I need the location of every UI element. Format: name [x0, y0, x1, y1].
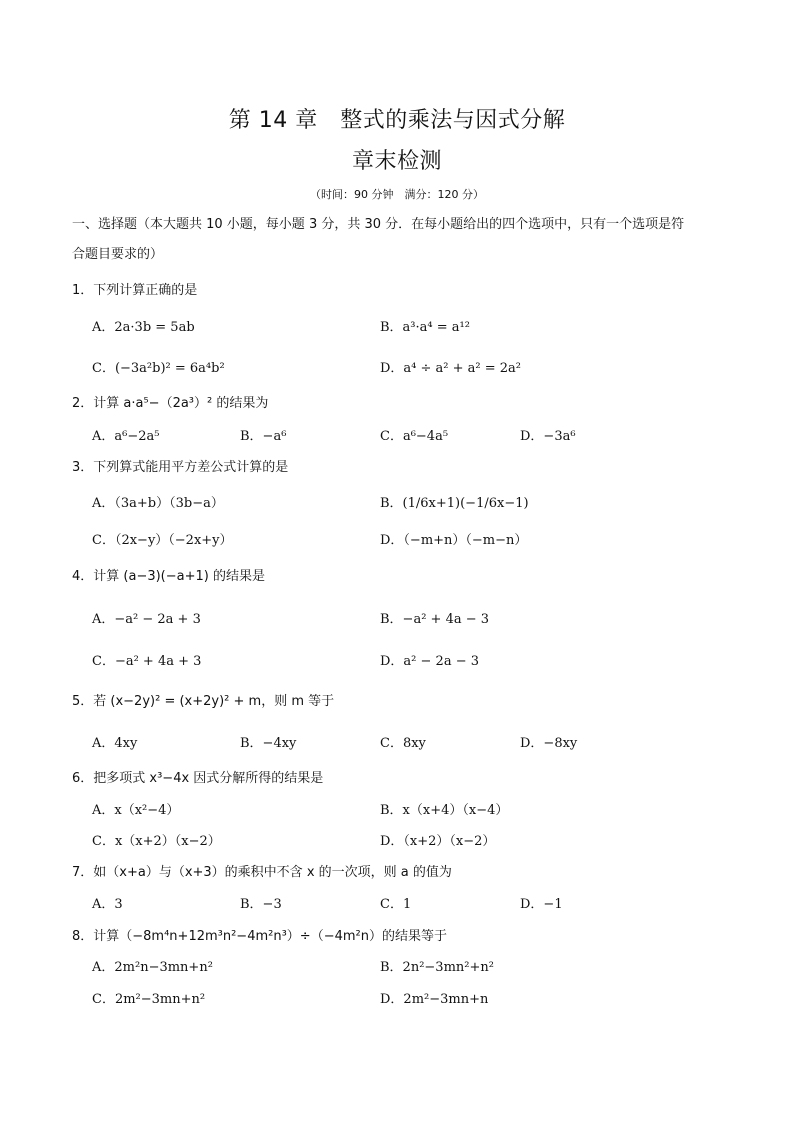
q6-option-b: B．x（x+4）（x−4）: [380, 803, 509, 818]
q3-option-b: B．(1/6x+1)(−1/6x−1): [380, 496, 529, 511]
question-8-stem: 8．计算（−8m⁴n+12m³n²−4m²n³）÷（−4m²n）的结果等于: [72, 929, 447, 944]
q4-option-a: A．−a² − 2a + 3: [92, 612, 201, 627]
question-7-stem: 7．如（x+a）与（x+3）的乘积中不含 x 的一次项，则 a 的值为: [72, 865, 452, 880]
q1-option-d: D．a⁴ ÷ a² + a² = 2a²: [380, 361, 522, 376]
q3-option-d: D．（−m+n）（−m−n）: [380, 533, 528, 548]
question-3-stem: 3．下列算式能用平方差公式计算的是: [72, 460, 289, 475]
q2-option-d: D．−3a⁶: [520, 429, 576, 444]
q8-option-d: D．2m²−3mn+n: [380, 992, 489, 1007]
question-5-stem: 5．若 (x−2y)² = (x+2y)² + m，则 m 等于: [72, 694, 335, 709]
q1-option-b: B．a³·a⁴ = a¹²: [380, 320, 470, 335]
section-heading-line1: 一、选择题（本大题共 10 小题，每小题 3 分，共 30 分．在每小题给出的四个选项中，只有一个选项是符: [72, 217, 685, 232]
q3-option-a: A．（3a+b）（3b−a）: [92, 496, 224, 511]
q5-option-a: A．4xy: [92, 736, 138, 751]
q7-option-a: A．3: [92, 897, 123, 912]
q2-option-b: B．−a⁶: [240, 429, 287, 444]
question-4-stem: 4．计算 (a−3)(−a+1) 的结果是: [72, 569, 265, 584]
section-heading-line2: 合题目要求的）: [72, 247, 164, 262]
q2-option-a: A．a⁶−2a⁵: [92, 429, 160, 444]
q2-option-c: C．a⁶−4a⁵: [380, 429, 449, 444]
q7-option-b: B．−3: [240, 897, 282, 912]
q6-option-d: D．（x+2）（x−2）: [380, 834, 496, 849]
q1-option-c: C．(−3a²b)² = 6a⁴b²: [92, 361, 225, 376]
page-subtitle: 章末检测: [351, 149, 442, 174]
q8-option-b: B．2n²−3mn²+n²: [380, 960, 494, 975]
q7-option-c: C．1: [380, 897, 412, 912]
question-1-stem: 1．下列计算正确的是: [72, 283, 198, 298]
q8-option-a: A．2m²n−3mn+n²: [92, 960, 213, 975]
q5-option-d: D．−8xy: [520, 736, 578, 751]
q6-option-c: C．x（x+2）（x−2）: [92, 834, 221, 849]
q3-option-c: C．（2x−y）（−2x+y）: [92, 533, 233, 548]
q5-option-c: C．8xy: [380, 736, 426, 751]
q4-option-c: C．−a² + 4a + 3: [92, 654, 202, 669]
question-6-stem: 6．把多项式 x³−4x 因式分解所得的结果是: [72, 771, 324, 786]
q8-option-c: C．2m²−3mn+n²: [92, 992, 206, 1007]
q6-option-a: A．x（x²−4）: [92, 803, 180, 818]
q7-option-d: D．−1: [520, 897, 563, 912]
question-2-stem: 2．计算 a·a⁵−（2a³）² 的结果为: [72, 396, 269, 411]
page-title: 第 14 章 整式的乘法与因式分解: [228, 108, 566, 133]
q1-option-a: A．2a·3b = 5ab: [92, 320, 195, 335]
exam-info: （时间：90 分钟 满分：120 分）: [310, 188, 484, 201]
q5-option-b: B．−4xy: [240, 736, 297, 751]
q4-option-b: B．−a² + 4a − 3: [380, 612, 490, 627]
q4-option-d: D．a² − 2a − 3: [380, 654, 479, 669]
